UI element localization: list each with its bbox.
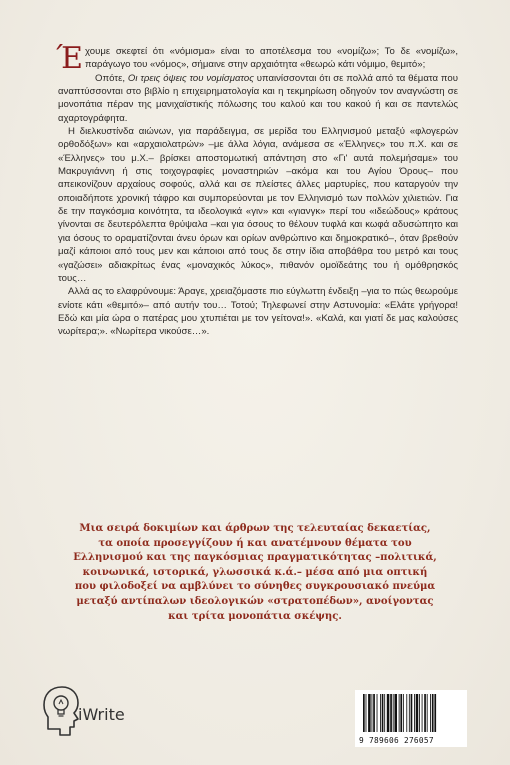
barcode-bar	[432, 694, 434, 732]
barcode-bar	[382, 694, 384, 732]
barcode-bar	[380, 694, 381, 732]
paragraph-1-text: χουμε σκεφτεί ότι «νόμισμα» είναι το αποτέλεσμα του «νομίζω»; Το δε «νομίζω», παράγωγο του «νόμος», σήμαινε στην αρχαιότητα «θεωρώ κάτι νόμιμο, θεμιτό»;	[85, 46, 458, 71]
barcode-bar	[400, 694, 402, 732]
barcode-bar	[368, 694, 371, 732]
publisher-name: iWrite	[78, 705, 125, 724]
barcode-bar	[373, 694, 375, 732]
barcode-bar	[384, 694, 385, 732]
barcode-bar	[363, 694, 365, 732]
barcode-bar	[406, 694, 407, 732]
barcode-bar	[372, 694, 373, 732]
blurb-line: Ελληνισμού και της παγκόσμιας πραγματικότητας –πολιτικά,	[73, 552, 437, 564]
isbn-barcode	[355, 690, 467, 747]
paragraph-2-lead: Οπότε,	[95, 72, 128, 84]
barcode-bar	[414, 694, 415, 732]
blurb-line: τα οποία προσεγγίζουν ή και ανατέμνουν θέματα του	[98, 537, 412, 549]
drop-cap: Έ	[56, 41, 83, 76]
barcode-bar	[399, 694, 400, 732]
barcode-bar	[419, 694, 420, 732]
paragraph-3: Η διελκυστίνδα αιώνων, για παράδειγμα, σε μερίδα του Ελληνισμού μεταξύ «φλογερών ορθοδόξων» και «αρχαιολατρών» –με άλλα λόγια, ανάμεσα σε «Έλληνες» του π.Χ. και σε «Έλληνες» του μ.Χ.– βρίσκει αποστομωτική απάντηση στο «Γι' αυτά πολεμήσαμε» του Μακρυγιάννη ή στις τοιχογραφίες μοναστηριών –ακόμα και του Αγίου Όρους– που απεικονίζουν αρχαίους σοφούς, αλλά και σε πλείστες άλλες μαρτυρίες, που καταργούν την οποιαδήποτε χρονική τάφρο και συμπορεύονται με τον Ελληνισμό των πολλών χιλιετιών. Για δε την παγκόσμια κοινότητα, τα ιδεολογικά «γιν» και «γιανγκ» περί του «ιδεώδους» κράτους γίνονται σε δευτερόλεπτα θρύψαλα –και για όσους το θέλουν τυφλά και κωφά αδυσώπητο και για όσους το οραματίζονται άνευ όρων και ορίων ανθρώπινο και δημοκρατικό–, όταν βρεθούν μαζί κάποιοι από τους μεν και κάποιοι από τους δε στην ίδια αποβάθρα του μετρό και τους «γαζώσει» αδιακρίτως ένας «μοναχικός λύκος», πιθανόν ομοϊδεάτης του ή ομόθρησκός τους…	[58, 126, 458, 284]
barcode-bar	[394, 694, 397, 732]
paragraph-1	[56, 41, 458, 76]
blurb-line: και τρίτα μονοπάτια σκέψης.	[168, 610, 342, 622]
barcode-bar	[427, 694, 428, 732]
paragraph-4: Αλλά ας το ελαφρύνουμε: Άραγε, χρειαζόμαστε πιο εύγλωττη ένδειξη –για το πώς θεωρούμε ενίοτε κάτι «θεμιτό»– από αυτήν του… Τοτού; Τηλεφωνεί στην Αστυνομία: «Ελάτε γρήγορα! Εδώ και μία ώρα ο πατέρας μου χτυπιέται με τον γείτονα!». «Καλά, και γιατί δε μας καλούσες νωρίτερα;». «Νωρίτερα νικούσε…».	[58, 286, 458, 338]
barcode-bar	[422, 694, 423, 732]
blurb-line: μεταξύ αντίπαλων ιδεολογικών «στρατοπέδων», ανοίγοντας	[76, 595, 434, 607]
blurb-line: που φιλοδοξεί να αμβλύνει το σύνηθες συγκρουσιακό πνεύμα	[74, 581, 436, 593]
blurb-line: κοινωνικά, ιστορικά, γλωσσικά κ.ά.– μέσα από μια οπτική	[82, 566, 428, 578]
barcode-bar	[403, 694, 404, 732]
blurb	[48, 522, 462, 624]
barcode-bar	[434, 694, 436, 732]
barcode-bar	[411, 694, 413, 732]
barcode-bar	[393, 694, 394, 732]
barcode-bars	[355, 690, 467, 736]
barcode-bar	[416, 694, 419, 732]
barcode-bar	[409, 694, 410, 732]
barcode-bar	[430, 694, 431, 732]
paragraph-2	[58, 72, 458, 125]
paragraph-2-text: υπαινίσσονται ότι σε πολλά από τα θέματα που αναπτύσσονται στο βιβλίο η επιχειρηματολογία και η τεκμηρίωση οδηγούν τον αναγνώστη σε μονοπάτια πέραν της μανιχαϊστικής πόλωσης του καλού και του κακού ή και σε παντελώς αχαρτογράφητα.	[58, 72, 458, 124]
barcode-bar	[387, 694, 390, 732]
book-title-italic: Οι τρεις όψεις του νομίσματος	[127, 72, 254, 84]
isbn-digits: 9 789606 276057	[359, 736, 434, 745]
blurb-line: Μια σειρά δοκιμίων και άρθρων της τελευταίας δεκαετίας,	[79, 523, 431, 534]
barcode-bar	[424, 694, 426, 732]
barcode-bar	[366, 694, 367, 732]
barcode-bar	[390, 694, 392, 732]
body-text	[56, 41, 458, 339]
barcode-bar	[377, 694, 378, 732]
